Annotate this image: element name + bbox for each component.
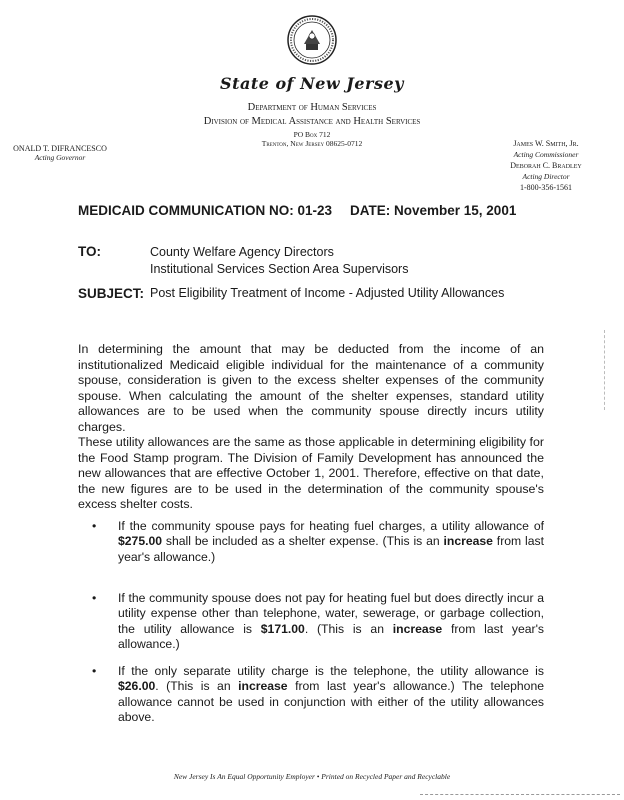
allowance-amount: $171.00 xyxy=(260,621,305,636)
subject-label: SUBJECT: xyxy=(78,286,145,301)
recipient-line: County Welfare Agency Directors xyxy=(150,245,334,259)
governor-title: Acting Governor xyxy=(34,153,86,162)
subject-text: Post Eligibility Treatment of Income - Adjusted Utility Allowances xyxy=(150,286,505,300)
po-box: PO Box 712 xyxy=(293,130,331,139)
footer-note: New Jersey Is An Equal Opportunity Employer • Printed on Recycled Paper and Recyclable xyxy=(173,772,451,781)
department-name: Department of Human Services xyxy=(247,102,377,113)
increase-emphasis: increase xyxy=(443,534,493,549)
allowance-amount: $275.00 xyxy=(118,534,163,549)
recipients xyxy=(150,244,408,278)
body-paragraph: In determining the amount that may be deducted from the income of an institutionalized Medicaid eligible individual for the maintenance of a community spouse, consideration is given to the excess shelter expenses of the community spouse. When calculating the amount of the shelter expenses, standard utility allowances are to be used when the community spouse directly incurs utility charges. xyxy=(78,342,544,434)
commissioner-name: James W. Smith, Jr. xyxy=(513,139,579,148)
governor-name: ONALD T. DIFRANCESCO xyxy=(13,144,107,153)
communication-number: MEDICAID COMMUNICATION NO: 01-23 xyxy=(78,203,333,218)
allowance-amount: $26.00 xyxy=(118,679,156,694)
phone-number: 1-800-356-1561 xyxy=(520,183,572,192)
bullet-icon: • xyxy=(92,664,97,678)
director-name: Deborah C. Bradley xyxy=(510,161,582,170)
bullet-icon: • xyxy=(92,519,97,533)
state-title: State of New Jersey xyxy=(220,74,404,93)
increase-emphasis: increase xyxy=(238,679,288,694)
division-name: Division of Medical Assistance and Health Services xyxy=(203,116,421,127)
list-item: • If the community spouse does not pay for heating fuel but does directly incur a utility expense other than telephone, water, sewerage, or garbage collection, the utility allowance is $171.00. (This is an increase from last year's allowance.) xyxy=(92,591,544,652)
scan-artifact-divider xyxy=(420,794,620,797)
to-label: TO: xyxy=(78,244,101,259)
list-item: • If the only separate utility charge is the telephone, the utility allowance is $26.00. (This is an increase from last year's allowance.) The telephone allowance cannot be used in conjunction with either of the utility allowances above. xyxy=(92,664,544,725)
bullet-icon: • xyxy=(92,591,97,605)
scan-artifact-edge xyxy=(604,330,607,410)
recipient-line: Institutional Services Section Area Supervisors xyxy=(150,262,409,276)
commissioner-title: Acting Commissioner xyxy=(513,150,579,159)
city-address: Trenton, New Jersey 08625-0712 xyxy=(261,139,363,148)
body-paragraph: These utility allowances are the same as those applicable in determining eligibility for the Food Stamp program. The Division of Family Development has announced the new allowances that are effective October 1, 2001. Therefore, effective on that date, the new figures are to be used in the determination of the community spouse's excess shelter costs. xyxy=(78,435,544,512)
increase-emphasis: increase xyxy=(392,621,443,636)
governor-block xyxy=(0,144,120,162)
director-title: Acting Director xyxy=(522,172,570,181)
officials-block xyxy=(486,138,606,193)
list-item: • If the community spouse pays for heating fuel charges, a utility allowance of $275.00 shall be included as a shelter expense. (This is an increase from last year's allowance.) xyxy=(92,519,544,564)
state-seal-icon xyxy=(286,14,338,66)
memo-date: DATE: November 15, 2001 xyxy=(350,203,517,218)
memo-header xyxy=(78,203,516,218)
